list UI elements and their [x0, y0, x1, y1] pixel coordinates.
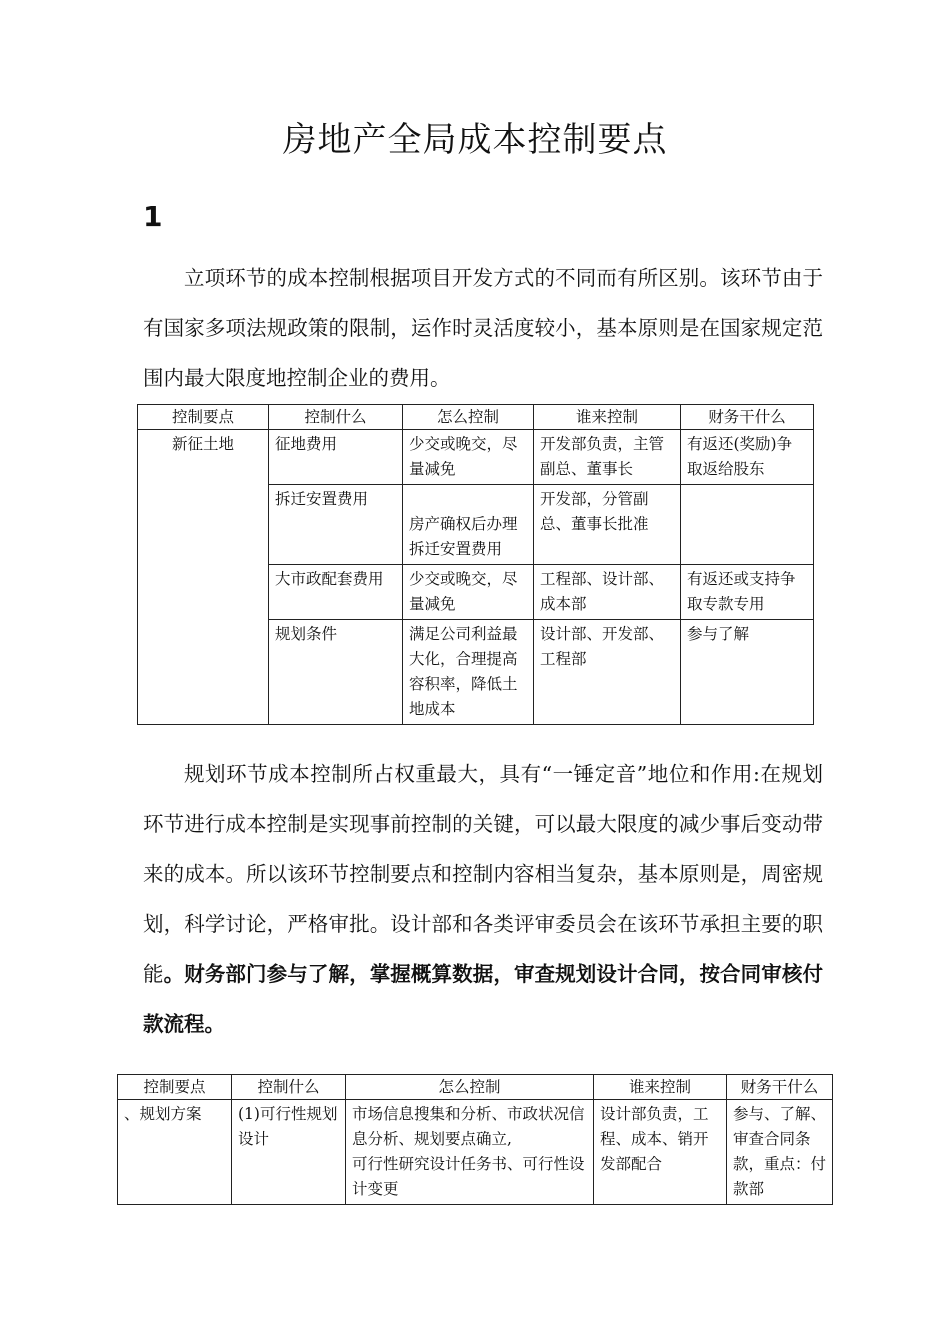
header-key-point: 控制要点 — [118, 1075, 232, 1100]
intro-paragraph: 立项环节的成本控制根据项目开发方式的不同而有所区别。该环节由于有国家多项法规政策的限制，运作时灵活度较小，基本原则是在国家规定范围内最大限度地控制企业的费用。 — [143, 266, 823, 390]
how-cell — [346, 1100, 594, 1205]
land-cost-table — [137, 404, 814, 725]
what-cell: 拆迁安置费用 — [269, 485, 403, 565]
header-how: 怎么控制 — [403, 405, 534, 430]
who-cell: 工程部、设计部、成本部 — [534, 565, 681, 620]
header-what: 控制什么 — [232, 1075, 346, 1100]
planning-bold-text: 。财务部门参与了解，掌握概算数据，审查规划设计合同，按合同审核付款流程。 — [143, 962, 823, 1036]
what-cell: 征地费用 — [269, 430, 403, 485]
key-point-cell: 、规划方案 — [118, 1100, 232, 1205]
finance-cell: 有返还或支持争取专款专用 — [681, 565, 814, 620]
who-text-2: 工程部 — [540, 650, 587, 668]
table-header-row — [118, 1075, 833, 1100]
header-who: 谁来控制 — [534, 405, 681, 430]
finance-cell: 有返还(奖励)争取返给股东 — [681, 430, 814, 485]
who-cell — [534, 620, 681, 725]
how-cell: 少交或晚交，尽量减免 — [403, 430, 534, 485]
what-cell: (1)可行性规划设计 — [232, 1100, 346, 1205]
how-cell: 满足公司利益最大化，合理提高容积率，降低土地成本 — [403, 620, 534, 725]
page-title: 房地产全局成本控制要点 — [282, 120, 668, 160]
finance-cell: 参与、了解、审查合同条款，重点：付款部 — [727, 1100, 833, 1205]
who-text: 设计部、开发部、 — [540, 625, 665, 643]
planning-paragraph — [143, 749, 823, 1049]
who-cell: 开发部，分管副总、董事长批准 — [534, 485, 681, 565]
finance-cell — [681, 485, 814, 565]
header-finance: 财务干什么 — [727, 1075, 833, 1100]
what-cell: 大市政配套费用 — [269, 565, 403, 620]
section-number: 1 — [143, 200, 163, 233]
header-who: 谁来控制 — [594, 1075, 727, 1100]
how-text: 房产确权后办理拆迁安置费用 — [409, 515, 518, 558]
table-header-row — [138, 405, 814, 430]
key-point-cell: 新征土地 — [138, 430, 269, 725]
header-key-point: 控制要点 — [138, 405, 269, 430]
how-text-2: 可行性研究设计任务书、可行性设计变更 — [352, 1155, 585, 1198]
table-row — [138, 430, 814, 485]
table-row — [118, 1100, 833, 1205]
planning-cost-table — [117, 1074, 833, 1205]
header-how: 怎么控制 — [346, 1075, 594, 1100]
finance-cell: 参与了解 — [681, 620, 814, 725]
header-what: 控制什么 — [269, 405, 403, 430]
header-finance: 财务干什么 — [681, 405, 814, 430]
how-cell: 少交或晚交，尽量减免 — [403, 565, 534, 620]
who-cell: 设计部负责，工程、成本、销开发部配合 — [594, 1100, 727, 1205]
how-text: 市场信息搜集和分析、市政状况信息分析、规划要点确立, — [352, 1105, 585, 1148]
what-cell: 规划条件 — [269, 620, 403, 725]
how-cell — [403, 485, 534, 565]
who-cell: 开发部负责，主管副总、董事长 — [534, 430, 681, 485]
planning-text: 规划环节成本控制所占权重最大，具有“一锤定音”地位和作用:在规划环节进行成本控制是实现事前控制的关键，可以最大限度的减少事后变动带来的成本。所以该环节控制要点和控制内容相当复杂，基本原则是，周密规划，科学讨论，严格审批。设计部和各类评审委员会在该环节承担主要的职能 — [143, 762, 823, 986]
